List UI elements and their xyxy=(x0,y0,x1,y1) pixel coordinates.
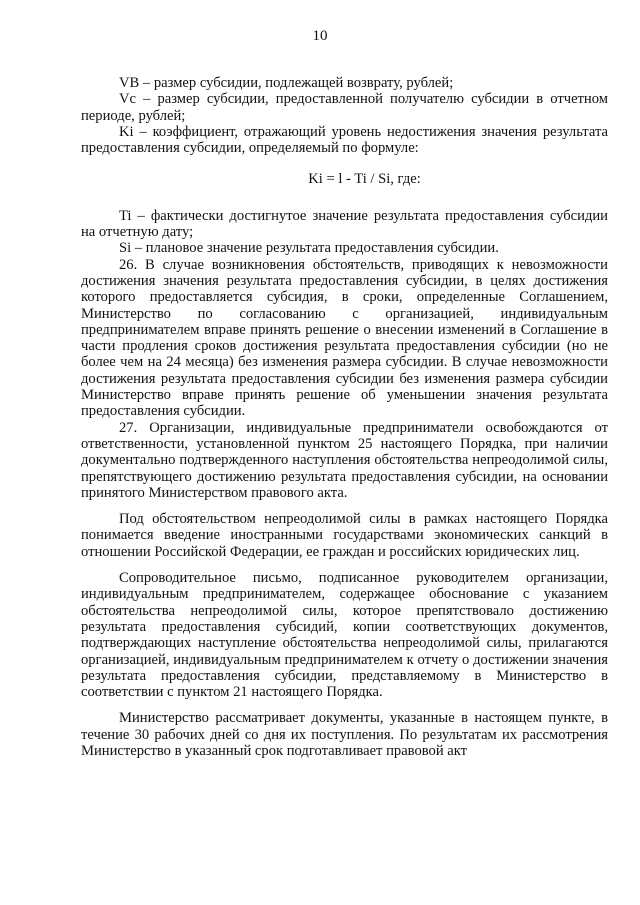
formula-ki: Ki = l - Ti / Si, где: xyxy=(308,171,421,188)
paragraph-cover-letter: Сопроводительное письмо, подписанное руководителем организации, индивидуальным предпринимателем, содержащее обоснование с указанием обстоятельства непреодолимой силы, которое препятствовало достижению результата предоставления субсидий, копии соответствующих документов, подтверждающих наступление обстоятельства непреодолимой силы, прилагаются организацией, индивидуальным предпринимателем к отчету о достижении значения результата предоставления субсидии, представляемому в Министерство в соответствии с пунктом 21 настоящего Порядка. xyxy=(81,570,608,701)
paragraph-26: 26. В случае возникновения обстоятельств, приводящих к невозможности достижения значения результата предоставления субсидии, в целях достижения которого предоставляется субсидия, в сроки, определенные Соглашением, Министерство по согласованию с организацией, индивидуальным предпринимателем вправе принять решение о внесении изменений в Соглашение в части продления сроков достижения результата предоставления субсидии (но не более чем на 24 месяца) без изменения размера субсидии. В случае невозможности достижения результата предоставления субсидии без изменения размера субсидии Министерство вправе принять решение об уменьшении значения результата предоставления субсидии. xyxy=(81,256,608,420)
document-body xyxy=(81,75,608,759)
paragraph-ministry-review: Министерство рассматривает документы, указанные в настоящем пункте, в течение 30 рабочих дней со дня их поступления. По результатам их рассмотрения Министерство в указанный срок подготавливает правовой акт xyxy=(81,710,608,759)
paragraph-vc: Vc – размер субсидии, предоставленной получателю субсидии в отчетном периоде, рублей; xyxy=(81,91,608,124)
paragraph-ki: Ki – коэффициент, отражающий уровень недостижения значения результата предоставления субсидии, определяемый по формуле: xyxy=(81,123,608,157)
paragraph-si: Si – плановое значение результата предоставления субсидии. xyxy=(119,240,499,257)
page-number: 10 xyxy=(312,28,328,44)
paragraph-vb: VB – размер субсидии, подлежащей возврату, рублей; xyxy=(119,75,454,91)
paragraph-27: 27. Организации, индивидуальные предприниматели освобождаются от ответственности, установленной пунктом 25 настоящего Порядка, при наличии документально подтвержденного наступления обстоятельства непреодолимой силы, препятствующего достижению результата предоставления субсидии, на основании принятого Министерством правового акта. xyxy=(81,419,608,501)
paragraph-ti: Ti – фактически достигнутое значение результата предоставления субсидии на отчетную дату; xyxy=(81,207,608,241)
paragraph-force-majeure-definition: Под обстоятельством непреодолимой силы в рамках настоящего Порядка понимается введение иностранными государствами экономических санкций в отношении Российской Федерации, ее граждан и российских юридических лиц. xyxy=(81,511,608,560)
